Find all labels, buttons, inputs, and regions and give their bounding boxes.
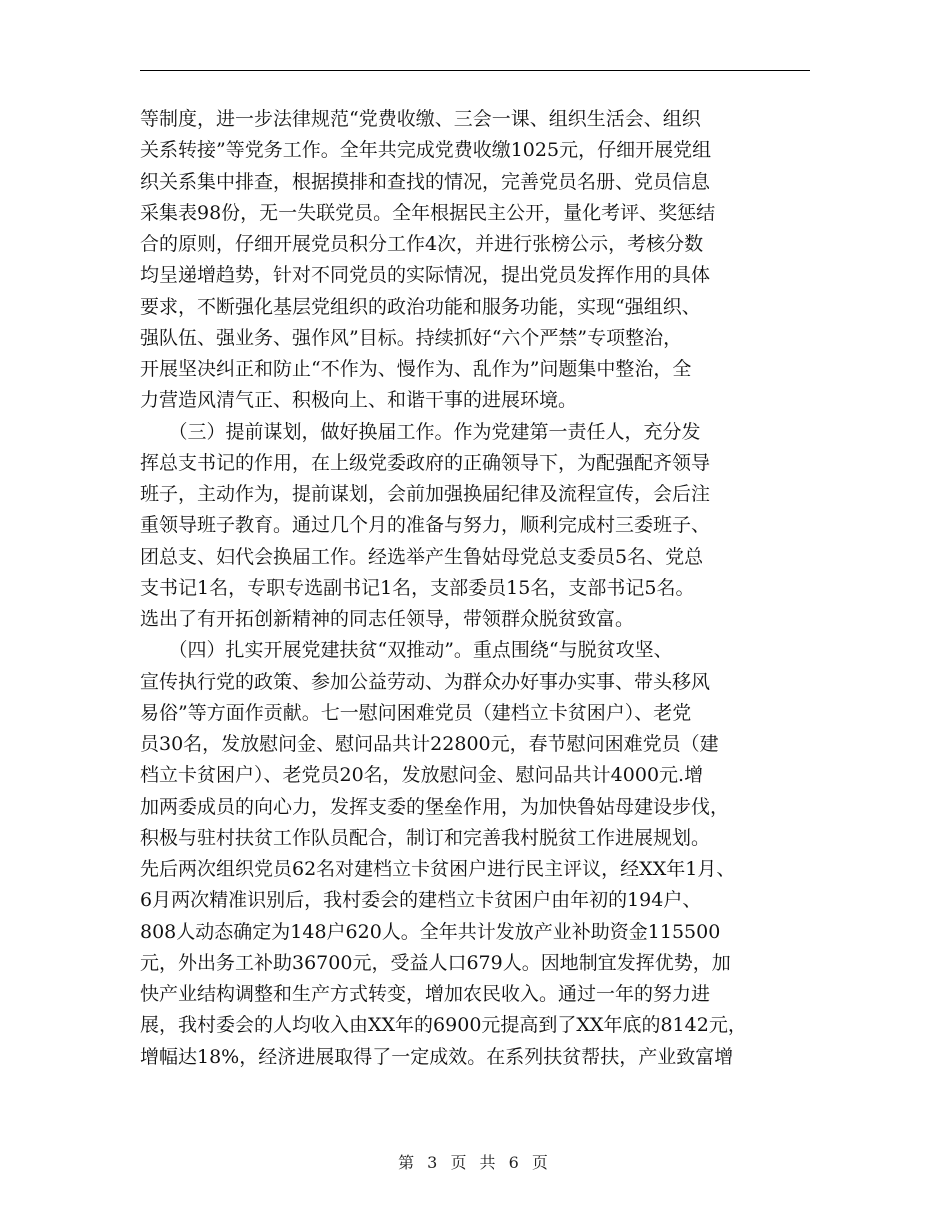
text-line: 等制度，进一步法律规范“党费收缴、三会一课、组织生活会、组织 [140, 108, 701, 130]
text-line: （三）提前谋划，做好换届工作。作为党建第一责任人，充分发 [140, 420, 701, 443]
text-line: 关系转接”等党务工作。全年共完成党费收缴1025元，仔细开展党组 [140, 139, 712, 162]
text-line: 加两委成员的向心力，发挥支委的堡垒作用，为加快鲁姑母建设步伐， [140, 795, 730, 818]
text-line: 均呈递增趋势，针对不同党员的实际情况，提出党员发挥作用的具体 [140, 264, 711, 287]
text-line: 团总支、妇代会换届工作。经选举产生鲁姑母党总支委员5名、党总 [140, 545, 704, 568]
text-line: 积极与驻村扶贫工作队员配合，制订和完善我村脱贫工作进展规划。 [140, 826, 711, 849]
text-line: 增幅达18%，经济进展取得了一定成效。在系列扶贫帮扶，产业致富增 [140, 1045, 734, 1068]
text-line: 力营造风清气正、积极向上、和谐干事的进展环境。 [140, 389, 578, 412]
text-line: 员30名，发放慰问金、慰问品共计22800元，春节慰问困难党员（建 [140, 733, 719, 755]
text-line: 选出了有开拓创新精神的同志任领导，带领群众脱贫致富。 [140, 608, 635, 630]
text-line: 档立卡贫困户）、老党员20名，发放慰问金、慰问品共计4000元.增 [140, 764, 704, 787]
text-line: 合的原则，仔细开展党员积分工作4次，并进行张榜公示，考核分数 [140, 233, 704, 255]
text-line: 6月两次精准识别后，我村委会的建档立卡贫困户由年初的194户、 [140, 889, 702, 912]
text-line: 班子，主动作为，提前谋划，会前加强换届纪律及流程宣传，会后注 [140, 483, 711, 505]
text-line: 支书记1名，专职专选副书记1名，支部委员15名，支部书记5名。 [140, 576, 695, 599]
text-line: 挥总支书记的作用，在上级党委政府的正确领导下，为配强配齐领导 [140, 451, 711, 474]
text-line: 采集表98份，无一失联党员。全年根据民主公开，量化考评、奖惩结 [140, 201, 716, 224]
page-footer: 第 3 页 共 6 页 [398, 1153, 552, 1172]
text-line: 快产业结构调整和生产方式转变，增加农民收入。通过一年的努力进 [140, 983, 711, 1005]
text-line: 易俗”等方面作贡献。七一慰问困难党员（建档立卡贫困户）、老党 [140, 701, 692, 724]
text-line: 开展坚决纠正和防止“不作为、慢作为、乱作为”问题集中整治，全 [140, 358, 692, 380]
text-line: 展，我村委会的人均收入由XX年的6900元提高到了XX年底的8142元， [140, 1014, 747, 1037]
text-line: 要求，不断强化基层党组织的政治功能和服务功能，实现“强组织、 [140, 295, 701, 318]
text-line: （四）扎实开展党建扶贫“双推动”。重点围绕“与脱贫攻坚、 [140, 639, 673, 662]
text-line: 元，外出务工补助36700元，受益人口679人。因地制宜发挥优势，加 [140, 951, 731, 974]
text-line: 织关系集中排查，根据摸排和查找的情况，完善党员名册、党员信息 [140, 170, 711, 193]
text-line: 重领导班子教育。通过几个月的准备与努力，顺利完成村三委班子、 [140, 514, 711, 537]
text-line: 宣传执行党的政策、参加公益劳动、为群众办好事办实事、带头移风 [140, 670, 711, 693]
body-text [140, 104, 830, 1073]
text-line: 先后两次组织党员62名对建档立卡贫困户进行民主评议，经XX年1月、 [140, 858, 736, 880]
text-line: 808人动态确定为148户620人。全年共计发放产业补助资金115500 [140, 920, 721, 943]
header-rule [140, 70, 810, 71]
text-line: 强队伍、强业务、强作风”目标。持续抓好“六个严禁”专项整治， [140, 326, 683, 349]
